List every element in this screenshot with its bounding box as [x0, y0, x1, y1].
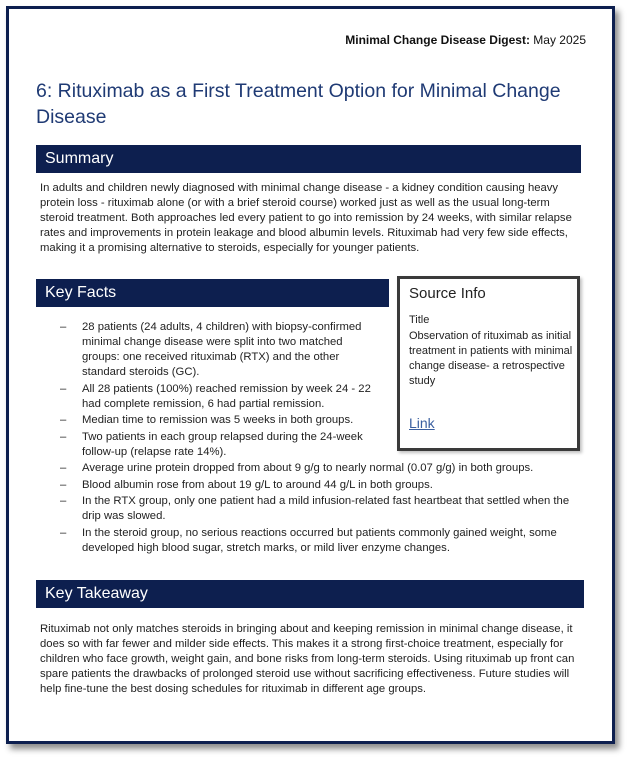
list-item: – Blood albumin rose from about 19 g/L to around 44 g/L in both groups.	[60, 478, 580, 493]
key-facts-list	[60, 320, 580, 557]
digest-header	[345, 33, 586, 47]
list-item: – Two patients in each group relapsed during the 24-week follow-up (relapse rate 14%).	[60, 430, 382, 460]
digest-date: May 2025	[533, 33, 586, 47]
list-item: – Median time to remission was 5 weeks in both groups.	[60, 413, 382, 428]
list-item: – 28 patients (24 adults, 4 children) with biopsy-confirmed minimal change disease were split into two matched groups: one received rituximab (RTX) and the other standard steroids (GC).	[60, 320, 382, 380]
source-title-value: Observation of rituximab as initial treatment in patients with minimal change disease- a retrospective study	[409, 330, 573, 387]
summary-text: In adults and children newly diagnosed with minimal change disease - a kidney condition causing heavy protein loss - rituximab alone (or with a brief steroid course) worked just as well as the usual long-term steroid treatment. Both approaches led every patient to go into remission by 24 weeks, with similar relapse rates and improvements in protein leakage and blood albumin levels. Rituximab had very few side effects, making it a promising alternative to steroids, especially for younger patients.	[40, 182, 572, 254]
list-item: – In the steroid group, no serious reactions occurred but patients commonly gained weight, some developed high blood sugar, stretch marks, or mild liver enzyme changes.	[60, 526, 580, 556]
key-facts-heading: Key Facts	[36, 279, 389, 307]
source-title-label: Title	[409, 314, 430, 326]
source-link[interactable]: Link	[409, 415, 435, 431]
list-item: – All 28 patients (100%) reached remission by week 24 - 22 had complete remission, 6 had partial remission.	[60, 382, 382, 412]
list-item: – In the RTX group, only one patient had a mild infusion-related fast heartbeat that settled when the drip was slowed.	[60, 494, 580, 524]
digest-name: Minimal Change Disease Digest:	[345, 33, 530, 47]
article-title: 6: Rituximab as a First Treatment Option for Minimal Change Disease	[36, 80, 561, 128]
key-takeaway-heading: Key Takeaway	[36, 580, 584, 608]
list-item: – Average urine protein dropped from about 9 g/g to nearly normal (0.07 g/g) in both groups.	[60, 461, 580, 476]
summary-heading: Summary	[36, 145, 581, 173]
key-takeaway-text: Rituximab not only matches steroids in bringing about and keeping remission in minimal change disease, it does so with far fewer and milder side effects. This makes it a strong first-choice treatment, especially for children who face growth, weight gain, and bone risks from long-term steroids. Using rituximab up front can spare patients the drawbacks of prolonged steroid use without sacrificing effectiveness. Future studies will help fine-tune the best dosing schedules for rituximab in different age groups.	[40, 623, 575, 695]
source-info-heading: Source Info	[409, 285, 486, 302]
